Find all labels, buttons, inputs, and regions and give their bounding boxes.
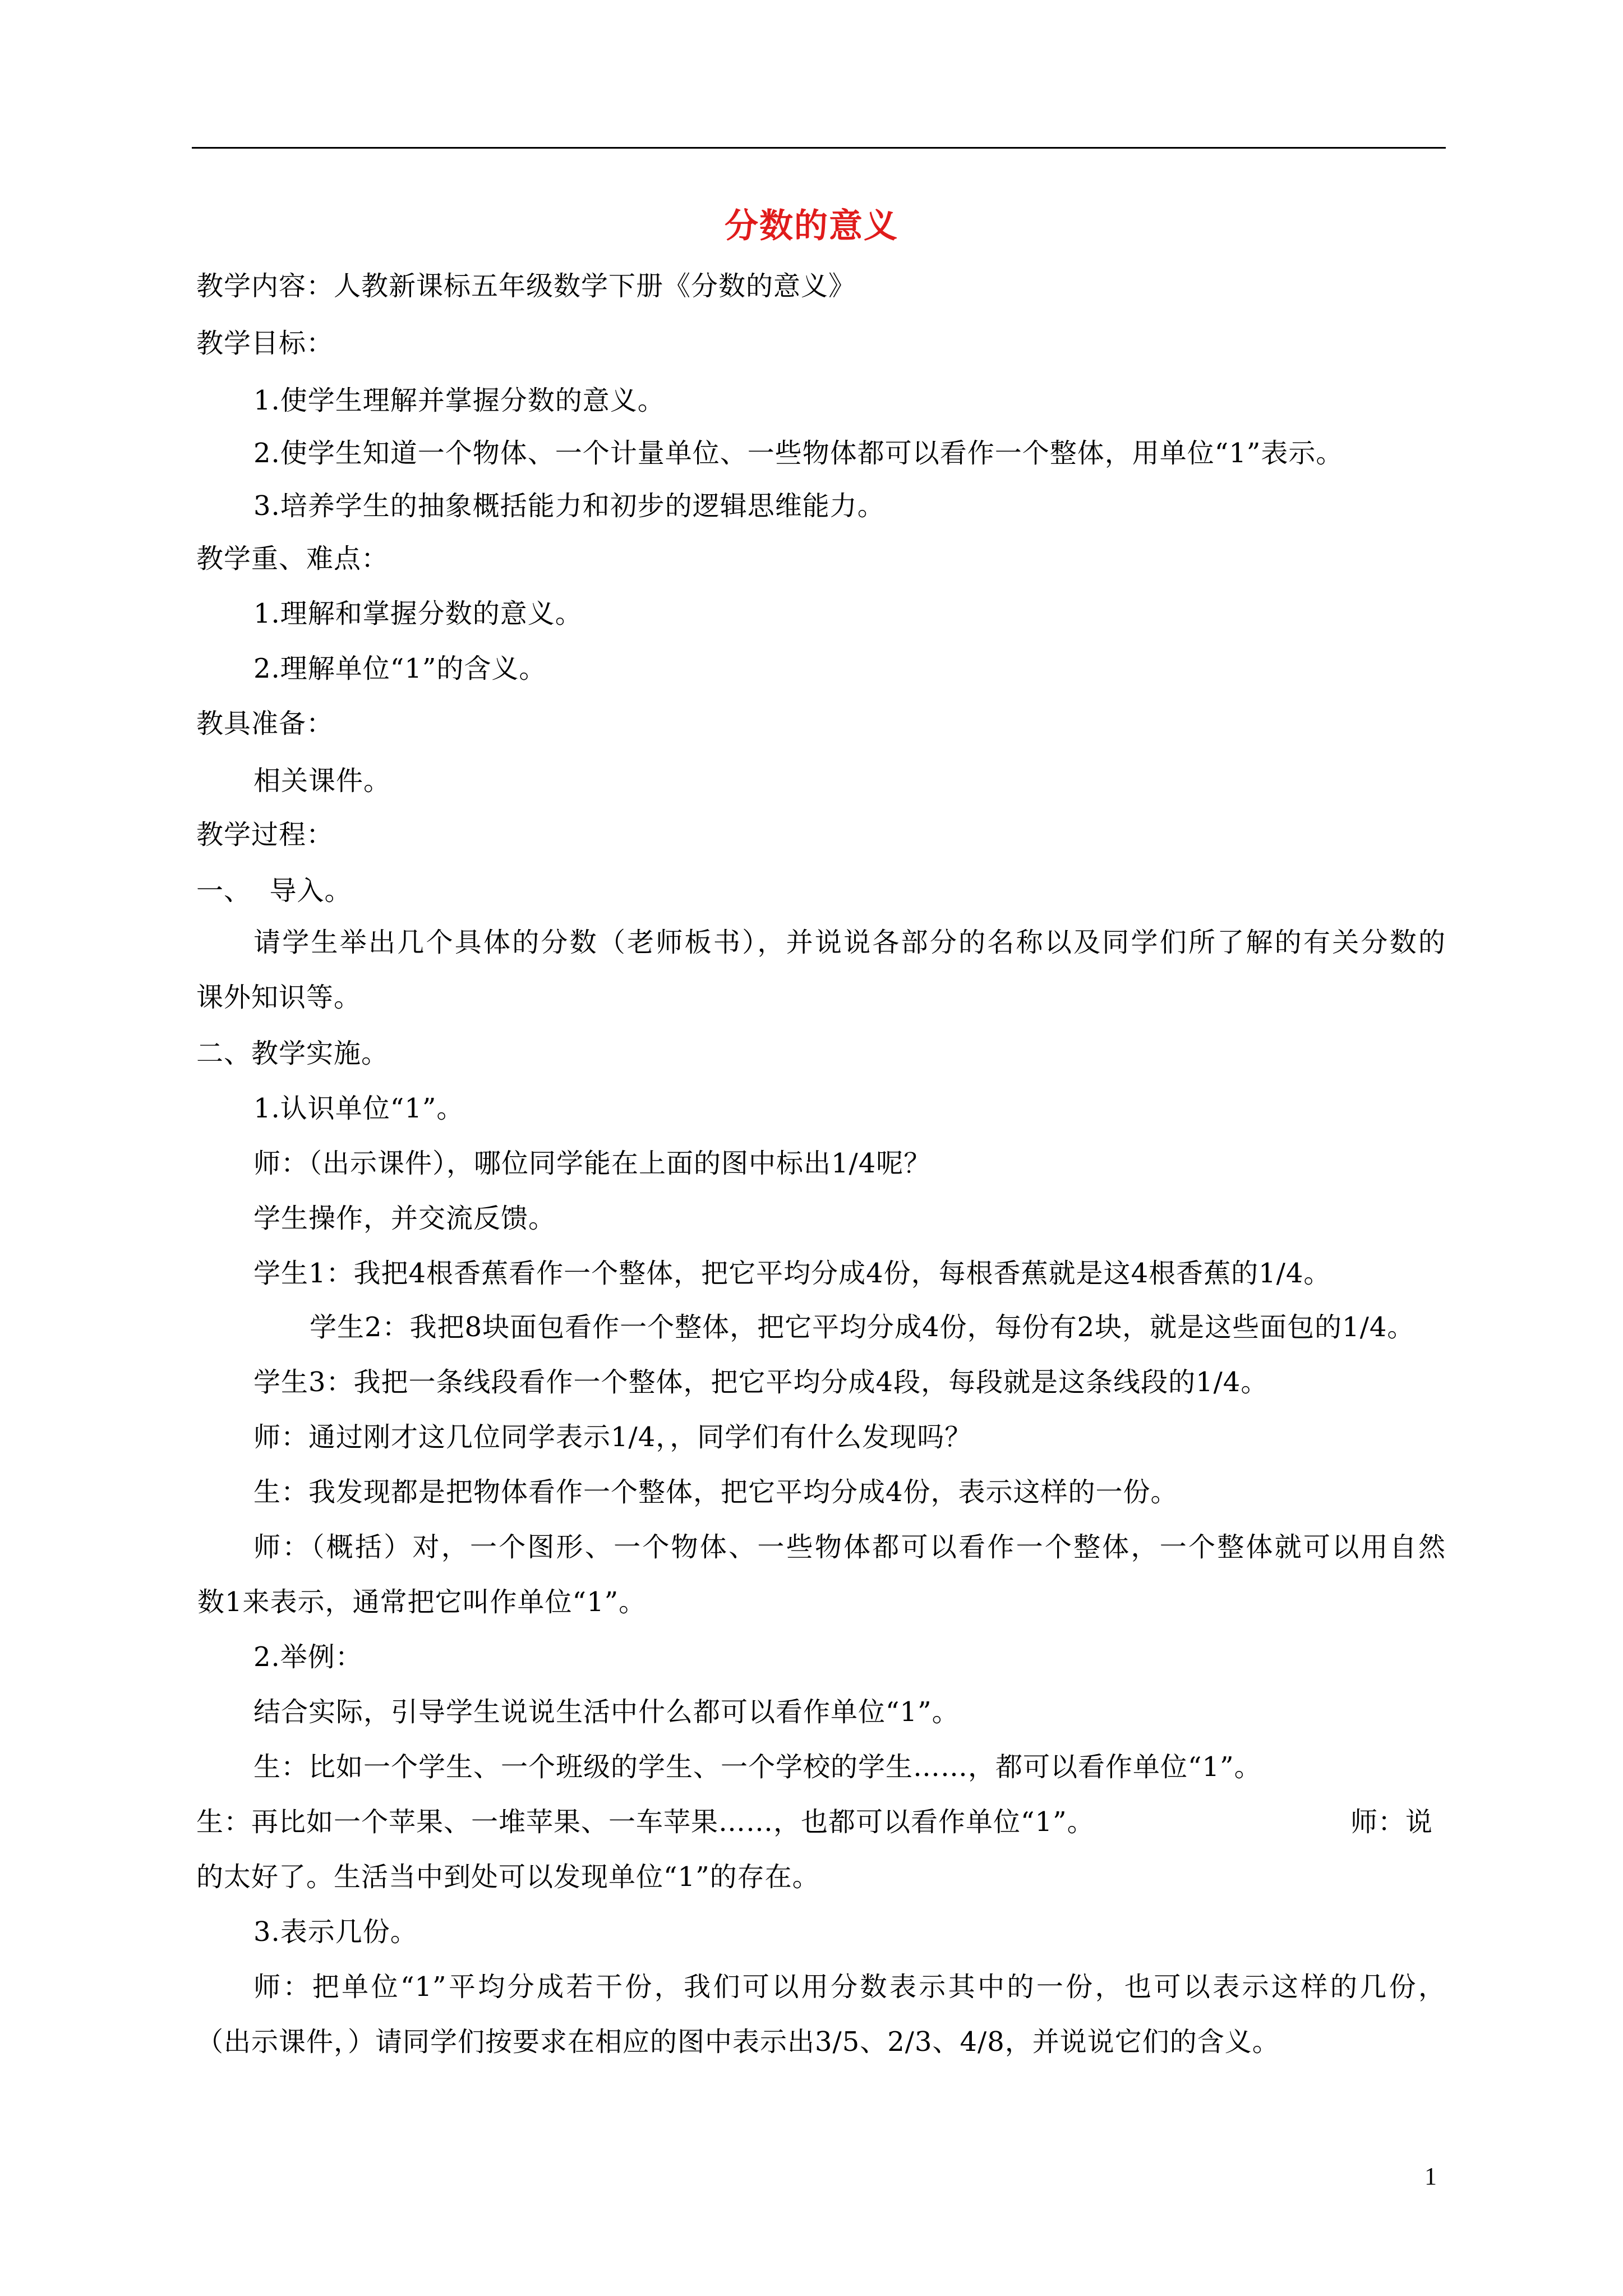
- line-student-answer: 生：我发现都是把物体看作一个整体，把它平均分成4份，表示这样的一份。: [253, 1476, 1178, 1508]
- line-teaching-goals-heading: 教学目标：: [196, 328, 334, 359]
- line-section-1-heading: 一、 导入。: [196, 875, 352, 907]
- header-rule: [192, 147, 1446, 149]
- line-teacher-praise-start: 师：说: [1350, 1806, 1433, 1838]
- line-key-points-heading: 教学重、难点：: [196, 543, 389, 574]
- line-teacher-instruction-1: 师：把单位“1”平均分成若干份，我们可以用分数表示其中的一份，也可以表示这样的几份，: [253, 1971, 1446, 2003]
- line-teaching-content: 教学内容：人教新课标五年级数学下册《分数的意义》: [196, 270, 856, 302]
- line-student-1: 学生1：我把4根香蕉看作一个整体，把它平均分成4份，每根香蕉就是这4根香蕉的1/4。: [253, 1258, 1331, 1289]
- line-teacher-summary-1: 师：（概括）对，一个图形、一个物体、一些物体都可以看作一个整体，一个整体就可以用自然: [253, 1531, 1446, 1563]
- line-subsection-1: 1.认识单位“1”。: [253, 1093, 464, 1124]
- line-teacher-summary-2: 数1来表示，通常把它叫作单位“1”。: [197, 1586, 647, 1618]
- line-materials: 相关课件。: [253, 765, 391, 797]
- line-section-2-heading: 二、教学实施。: [196, 1038, 389, 1069]
- line-teacher-discovery: 师：通过刚才这几位同学表示1/4，，同学们有什么发现吗？: [253, 1421, 972, 1453]
- line-subsection-3: 3.表示几份。: [253, 1916, 418, 1948]
- line-subsection-2: 2.举例：: [253, 1641, 363, 1673]
- line-teacher-question: 师：（出示课件），哪位同学能在上面的图中标出1/4呢？: [253, 1148, 932, 1179]
- line-key-point-1: 1.理解和掌握分数的意义。: [253, 598, 583, 629]
- line-goal-1: 1.使学生理解并掌握分数的意义。: [253, 385, 665, 416]
- line-teacher-praise: 的太好了。生活当中到处可以发现单位“1”的存在。: [196, 1861, 820, 1893]
- line-materials-heading: 教具准备：: [196, 708, 334, 739]
- line-goal-3: 3.培养学生的抽象概括能力和初步的逻辑思维能力。: [253, 490, 885, 522]
- line-student-2: 学生2：我把8块面包看作一个整体，把它平均分成4份，每份有2块，就是这些面包的1/4。: [310, 1312, 1415, 1343]
- line-student-3: 学生3：我把一条线段看作一个整体，把它平均分成4段，每段就是这条线段的1/4。: [253, 1366, 1269, 1398]
- line-teacher-instruction-2: （出示课件，）请同学们按要求在相应的图中表示出3/5、2/3、4/8，并说说它们的含义。: [196, 2026, 1280, 2058]
- document-title: 分数的意义: [725, 206, 898, 246]
- line-student-operation: 学生操作，并交流反馈。: [253, 1203, 556, 1234]
- line-student-example-2: 生：再比如一个苹果、一堆苹果、一车苹果……，也都可以看作单位“1”。: [196, 1806, 1095, 1838]
- line-process-heading: 教学过程：: [196, 819, 334, 850]
- line-student-example-1: 生：比如一个学生、一个班级的学生、一个学校的学生……，都可以看作单位“1”。: [253, 1751, 1262, 1783]
- line-key-point-2: 2.理解单位“1”的含义。: [253, 653, 547, 684]
- line-intro-1: 请学生举出几个具体的分数（老师板书），并说说各部分的名称以及同学们所了解的有关分数的: [253, 927, 1446, 958]
- page-number: 1: [1424, 2162, 1437, 2190]
- line-intro-2: 课外知识等。: [196, 982, 362, 1013]
- line-goal-2: 2.使学生知道一个物体、一个计量单位、一些物体都可以看作一个整体，用单位“1”表示。: [253, 438, 1344, 469]
- line-examples-prompt: 结合实际，引导学生说说生活中什么都可以看作单位“1”。: [253, 1696, 960, 1728]
